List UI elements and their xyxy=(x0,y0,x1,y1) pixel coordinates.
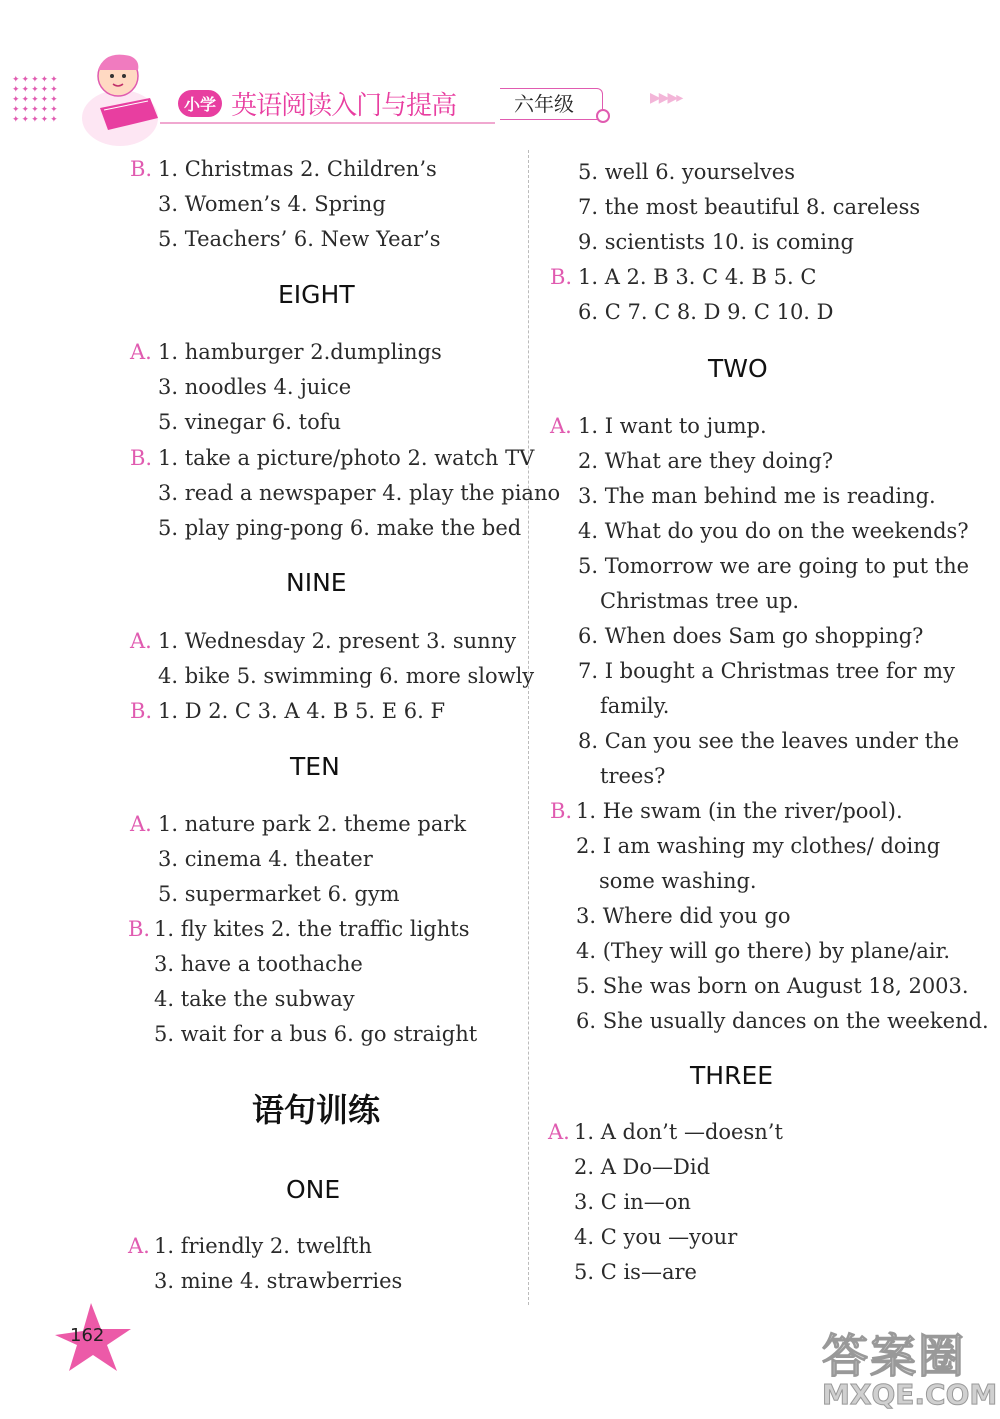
answer-line: 6. She usually dances on the weekend. xyxy=(576,1009,989,1033)
book-title: 英语阅读入门与提高 xyxy=(231,91,457,121)
answer-line: 2. What are they doing? xyxy=(578,449,834,473)
answer-line: trees? xyxy=(600,764,666,788)
answer-line: Christmas tree up. xyxy=(600,589,800,613)
unit-heading: NINE xyxy=(286,568,347,597)
section-letter: B. xyxy=(130,699,153,723)
answer-line: 3. Where did you go xyxy=(576,904,791,928)
answer-line: 1. Christmas 2. Children’s xyxy=(158,157,437,181)
answer-line: 6. C 7. C 8. D 9. C 10. D xyxy=(578,300,834,324)
answer-line: 1. A 2. B 3. C 4. B 5. C xyxy=(578,265,817,289)
grade-label: 六年级 xyxy=(500,88,603,120)
answer-line: 3. noodles 4. juice xyxy=(158,375,352,399)
answer-line: 5. Tomorrow we are going to put the xyxy=(578,554,970,578)
unit-heading: ONE xyxy=(286,1175,341,1204)
answer-line: 2. I am washing my clothes/ doing xyxy=(576,834,941,858)
section-letter: B. xyxy=(130,157,153,181)
section-letter: B. xyxy=(128,917,151,941)
section-title: 语句训练 xyxy=(252,1091,381,1129)
watermark xyxy=(812,1320,997,1415)
answer-line: some washing. xyxy=(599,869,757,893)
answer-line: 1. fly kites 2. the traffic lights xyxy=(154,917,470,941)
answer-line: 5. wait for a bus 6. go straight xyxy=(154,1022,478,1046)
answer-line: 3. The man behind me is reading. xyxy=(578,484,936,508)
answer-line: 1. nature park 2. theme park xyxy=(158,812,467,836)
section-letter: B. xyxy=(550,799,573,823)
answer-line: 5. She was born on August 18, 2003. xyxy=(576,974,969,998)
section-letter: B. xyxy=(130,446,153,470)
answer-line: 1. A don’t —doesn’t xyxy=(574,1120,783,1144)
answer-line: 4. bike 5. swimming 6. more slowly xyxy=(158,664,535,688)
answer-line: 8. Can you see the leaves under the xyxy=(578,729,960,753)
answer-line: family. xyxy=(600,694,670,718)
brand-small-label: 小学 xyxy=(178,90,222,117)
section-letter: A. xyxy=(130,629,152,653)
answer-line: 1. hamburger 2.dumplings xyxy=(158,340,442,364)
answer-line: 2. A Do—Did xyxy=(574,1155,711,1179)
answer-line: 7. the most beautiful 8. careless xyxy=(578,195,921,219)
answer-line: 4. take the subway xyxy=(154,987,355,1011)
answer-line: 7. I bought a Christmas tree for my xyxy=(578,659,955,683)
answer-line: 3. have a toothache xyxy=(154,952,363,976)
section-letter: A. xyxy=(548,1120,570,1144)
unit-heading: TEN xyxy=(290,752,340,781)
answer-line: 3. read a newspaper 4. play the piano xyxy=(158,481,561,505)
answer-line: 1. D 2. C 3. A 4. B 5. E 6. F xyxy=(158,699,446,723)
answer-line: 1. I want to jump. xyxy=(578,414,767,438)
answer-line: 6. When does Sam go shopping? xyxy=(578,624,924,648)
answer-line: 3. mine 4. strawberries xyxy=(154,1269,403,1293)
section-letter: B. xyxy=(550,265,573,289)
answer-line: 3. C in—on xyxy=(574,1190,691,1214)
brand-title xyxy=(178,85,456,122)
page-header xyxy=(0,40,1000,150)
section-letter: A. xyxy=(128,1234,150,1258)
page-number: 162 xyxy=(70,1325,105,1346)
unit-heading: EIGHT xyxy=(278,280,355,309)
unit-heading: TWO xyxy=(708,354,768,383)
watermark-logo-text: 答案圈 xyxy=(822,1329,966,1383)
answer-line: 5. vinegar 6. tofu xyxy=(158,410,342,434)
answer-line: 4. What do you do on the weekends? xyxy=(578,519,969,543)
answer-line: 4. (They will go there) by plane/air. xyxy=(576,939,951,963)
answer-line: 5. C is—are xyxy=(574,1260,697,1284)
answer-line: 1. friendly 2. twelfth xyxy=(154,1234,372,1258)
column-divider xyxy=(528,150,529,1305)
answer-line: 1. Wednesday 2. present 3. sunny xyxy=(158,629,517,653)
title-underline xyxy=(160,122,495,124)
section-letter: A. xyxy=(550,414,572,438)
answer-line: 3. cinema 4. theater xyxy=(158,847,373,871)
answer-line: 5. supermarket 6. gym xyxy=(158,882,400,906)
arrows-icon: ▶▶▶▸ xyxy=(650,90,682,106)
mascot-reading-icon xyxy=(80,48,170,148)
answer-line: 9. scientists 10. is coming xyxy=(578,230,854,254)
answer-line: 1. He swam (in the river/pool). xyxy=(576,799,903,823)
answer-line: 1. take a picture/photo 2. watch TV xyxy=(158,446,535,470)
answer-line: 3. Women’s 4. Spring xyxy=(158,192,386,216)
decorative-dots: ✦✦✦✦✦ ✦✦✦✦✦ ✦✦✦✦✦ ✦✦✦✦✦ ✦✦✦✦✦ xyxy=(12,75,60,125)
answer-line: 5. Teachers’ 6. New Year’s xyxy=(158,227,441,251)
ring-icon xyxy=(596,109,610,123)
answer-line: 5. play ping-pong 6. make the bed xyxy=(158,516,522,540)
section-letter: A. xyxy=(130,812,152,836)
unit-heading: THREE xyxy=(690,1061,774,1090)
answer-line: 4. C you —your xyxy=(574,1225,738,1249)
answer-line: 5. well 6. yourselves xyxy=(578,160,795,184)
watermark-url: MXQE.COM xyxy=(822,1378,998,1411)
section-letter: A. xyxy=(130,340,152,364)
